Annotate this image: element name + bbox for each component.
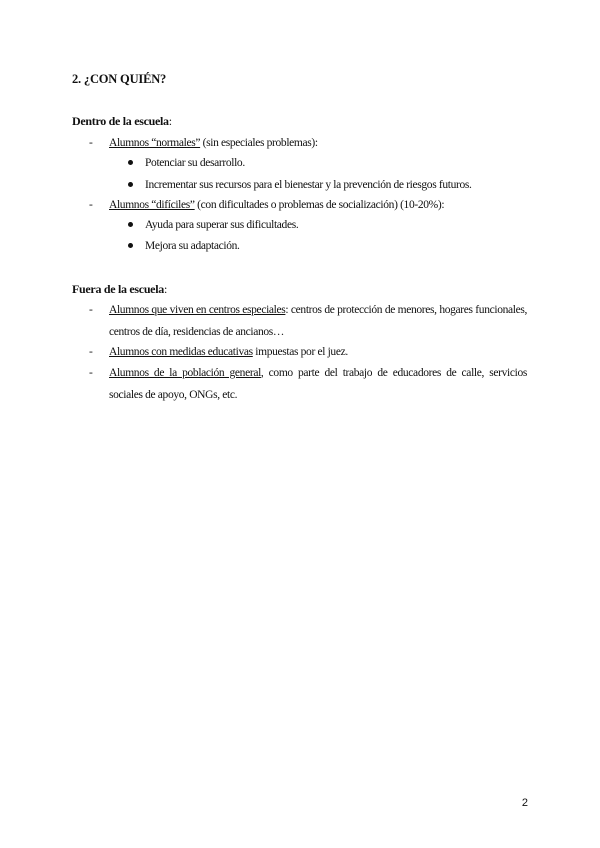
dash-marker: - [89, 367, 93, 379]
list-item-educational-measures [89, 341, 527, 363]
bullet-text: Mejora su adaptación. [145, 240, 240, 252]
bullet-item [128, 152, 528, 174]
bullet-text: Ayuda para superar sus dificultades. [145, 219, 299, 231]
list-item-label: Alumnos de la población general [109, 367, 261, 379]
subsection-title-colon: : [168, 114, 172, 128]
subsection-title-outside-school [72, 282, 167, 297]
dash-marker: - [89, 199, 93, 211]
bullet-text: Incrementar sus recursos para el bienestar y la prevención de riesgos futuros. [145, 179, 472, 191]
subsection-title-text: Fuera de la escuela [72, 282, 164, 296]
bullet-item [128, 174, 528, 196]
dash-marker: - [89, 304, 93, 316]
dash-marker: - [89, 137, 93, 149]
list-item-text: impuestas por el juez. [252, 346, 348, 358]
bullet-icon [128, 222, 133, 227]
list-item-label: Alumnos con medidas educativas [109, 346, 253, 358]
subsection-title-inside-school [72, 114, 172, 129]
list-item-label: Alumnos que viven en centros especiales [109, 304, 286, 316]
list-item-normal-students [89, 132, 527, 154]
bullet-icon [128, 182, 133, 187]
list-item-text: (sin especiales problemas): [200, 137, 318, 149]
bullet-item [128, 214, 528, 236]
list-item-text: (con dificultades o problemas de socialización) (10-20%): [194, 199, 445, 211]
list-item-text: : centros de protección de menores, hogares funcionales, centros de día, residencias de ancianos… [109, 304, 527, 338]
subsection-title-colon: : [163, 282, 167, 296]
list-item-text: , como parte del trabajo de educadores de calle, servicios sociales de apoyo, ONGs, etc. [109, 367, 527, 401]
dash-marker: - [89, 346, 93, 358]
bullet-text: Potenciar su desarrollo. [145, 157, 245, 169]
subsection-title-text: Dentro de la escuela [72, 114, 169, 128]
bullet-icon [128, 243, 133, 248]
list-item-label: Alumnos “normales” [109, 137, 201, 149]
page-number: 2 [521, 797, 528, 809]
bullet-item [128, 235, 528, 257]
list-item-difficult-students [89, 194, 527, 216]
list-item-label: Alumnos “difíciles” [109, 199, 195, 211]
section-heading: 2. ¿CON QUIÉN? [72, 72, 167, 86]
list-item-general-population [89, 362, 527, 406]
list-item-special-centers [89, 299, 527, 343]
bullet-icon [128, 160, 133, 165]
